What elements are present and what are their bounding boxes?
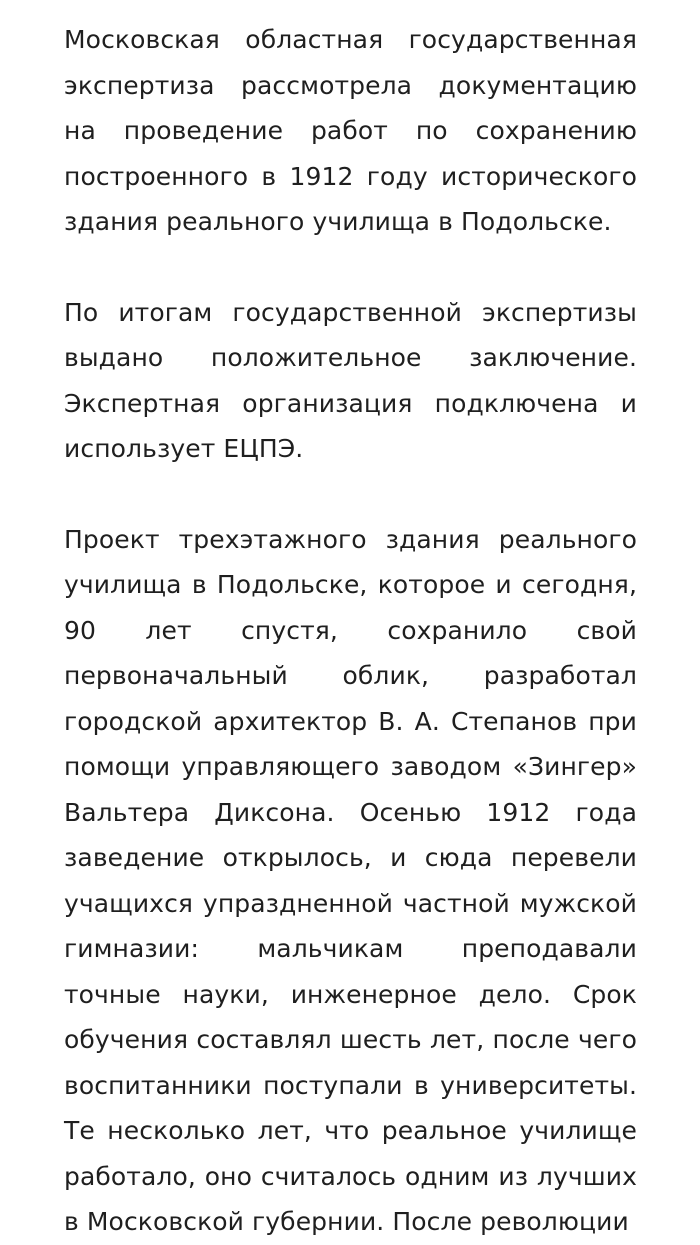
article-paragraph-3: Проект трехэтажного здания реального училища в Подольске, которое и сегодня, 90 лет спустя, сохранило свой первоначальный облик, разработал городской архитектор В. А. Степанов при помощи управляющего заводом «Зингер» Вальтера Диксона. Осенью 1912 года заведение открылось, и сюда перевели учащихся упраздненной частной мужской гимназии: мальчикам преподавали точные науки, инженерное дело. Срок обучения составлял шесть лет, после чего воспитанники поступали в университеты. Те несколько лет, что реальное училище работало, оно считалось одним из лучших в Московской губернии. После революции xyxy=(64,524,637,1236)
article-paragraph-1: Московская областная государственная экспертиза рассмотрела документацию на проведение работ по сохранению построенного в 1912 году исторического здания реального училища в Подольске. xyxy=(64,25,637,236)
article-body xyxy=(64,17,637,1245)
article-paragraph-2: По итогам государственной экспертизы выдано положительное заключение. Экспертная организация подключена и использует ЕЦПЭ. xyxy=(64,297,637,463)
